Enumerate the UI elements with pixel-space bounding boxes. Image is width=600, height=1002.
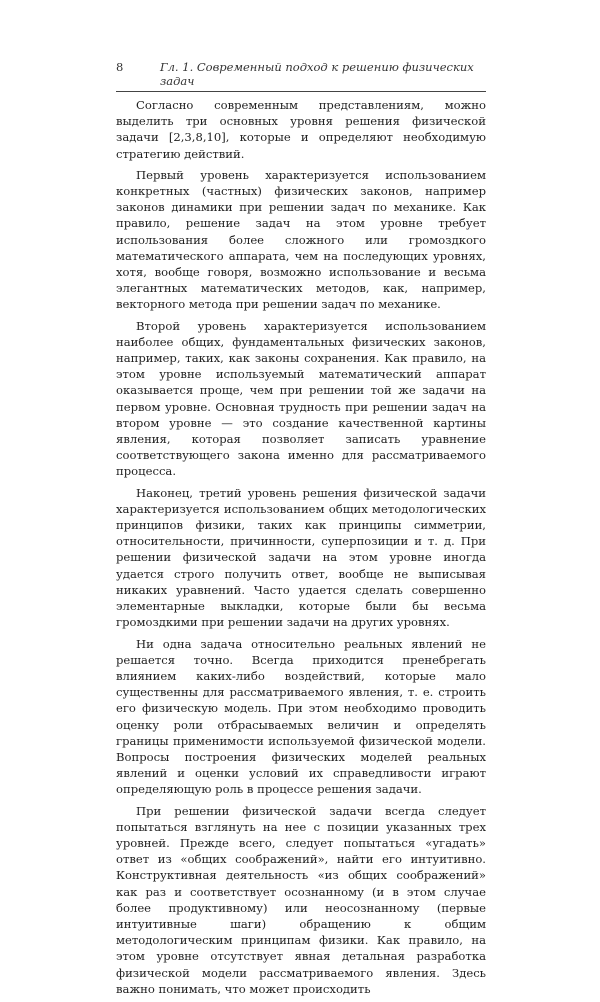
paragraph-physical-model: Ни одна задача относительно реальных явлений не решается точно. Всегда приходится пренебрегать влиянием каких-либо воздействий, которые мало существенны для рассматриваемого явления, т. е. строить его физическую модель. При этом необходимо проводить оценку роли отбрасываемых величин и определять границы применимости используемой физической модели. Вопросы построения физических моделей реальных явлений и оценки условий их справедливости играют определяющую роль в процессе решения задачи. bbox=[116, 636, 486, 797]
page-number: 8 bbox=[116, 60, 124, 74]
paragraph-second-level: Второй уровень характеризуется использованием наиболее общих, фундаментальных физических законов, например, таких, как законы сохранения. Как правило, на этом уровне используемый математический аппарат оказывается проще, чем при решении той же задачи на первом уровне. Основная трудность при решении задач на втором уровне — это создание качественной картины явления, которая позволяет записать уравнение соответствующего закона именно для рассматриваемого процесса. bbox=[116, 318, 486, 479]
paragraph-intro: Согласно современным представлениям, можно выделить три основных уровня решения физической задачи [2,3,8,10], которые и определяют необходимую стратегию действий. bbox=[116, 98, 486, 161]
page-header bbox=[116, 60, 486, 92]
running-head: Гл. 1. Современный подход к решению физических задач bbox=[160, 60, 474, 88]
paragraph-first-level: Первый уровень характеризуется использованием конкретных (частных) физических законов, например законов динамики при решении задач по механике. Как правило, решение задач на этом уровне требует использования более сложного или громоздкого математического аппарата, чем на последующих уровнях, хотя, вообще говоря, возможно использование и весьма элегантных математических методов, как, например, векторного метода при решении задач по механике. bbox=[116, 167, 486, 312]
paragraph-solution-approach: При решении физической задачи всегда следует попытаться взглянуть на нее с позиции указанных трех уровней. Прежде всего, следует попытаться «угадать» ответ из «общих соображений», найти его интуитивно. Конструктивная деятельность «из общих соображений» как раз и соответствует осознанному (и в этом случае более продуктивному) или неосознанному (первые интуитивные шаги) обращению к общим методологическим принципам физики. Как правило, на этом уровне отсутствует явная детальная разработка физической модели рассматриваемого явления. Здесь важно понимать, что может происходить bbox=[116, 803, 486, 996]
body-text bbox=[116, 97, 486, 1002]
paragraph-third-level: Наконец, третий уровень решения физической задачи характеризуется использованием общих методологических принципов физики, таких как принципы симметрии, относительности, причинности, суперпозиции и т. д. При решении физической задачи на этом уровне иногда удается строго получить ответ, вообще не выписывая никаких уравнений. Часто удается сделать совершенно элементарные выкладки, которые были бы весьма громоздкими при решении задачи на других уровнях. bbox=[116, 485, 486, 630]
